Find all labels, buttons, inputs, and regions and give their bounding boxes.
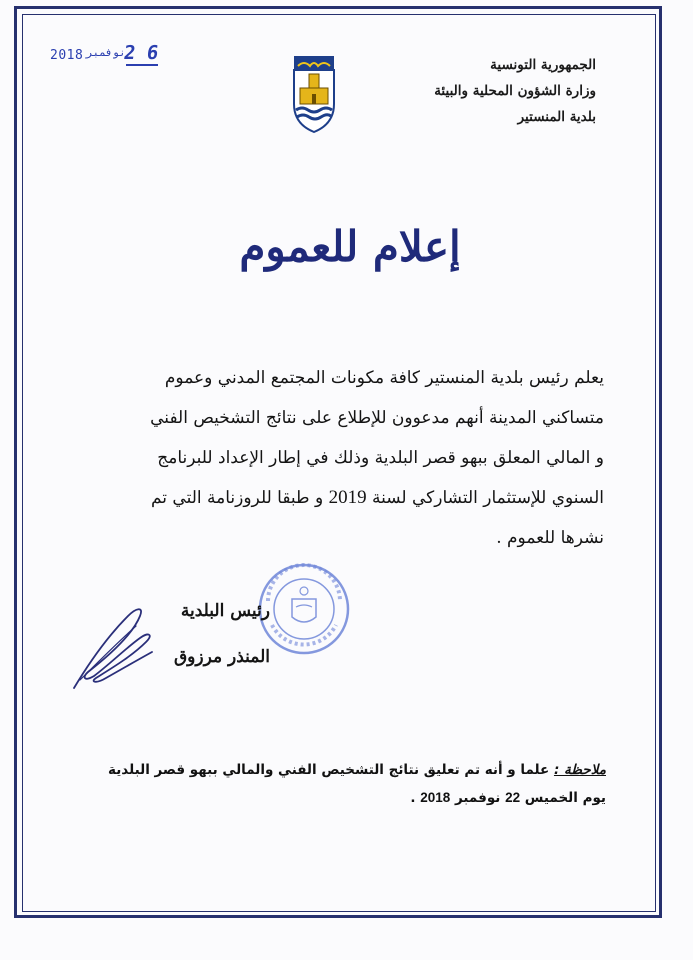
date-received-stamp [50, 42, 160, 72]
body-line: متساكني المدينة أنهم مدعوون للإطلاع على نتائج التشخيص الفني [150, 408, 604, 428]
body-line: يعلم رئيس بلدية المنستير كافة مكونات المجتمع المدني وعموم [164, 368, 604, 388]
stamp-year: 2018 [50, 48, 84, 63]
official-round-stamp-icon [256, 561, 352, 657]
note-day: 22 [505, 790, 521, 805]
body-line [84, 478, 604, 518]
note-month: نوفمبر [455, 790, 501, 806]
note-text: علما و أنه تم تعليق نتائج التشخيص الفني والمالي ببهو قصر البلدية [108, 762, 550, 778]
letterhead-municipality: بلدية المنستير [517, 109, 596, 125]
handwritten-signature [66, 598, 164, 698]
letterhead-ministry: وزارة الشؤون المحلية والبيئة [434, 83, 596, 99]
municipality-crest-icon [288, 52, 340, 134]
program-year: 2019 [328, 487, 367, 508]
note-label: ملاحظة : [553, 762, 606, 778]
stamp-day: 2 6 [122, 42, 160, 64]
letterhead [336, 52, 596, 130]
stamp-month: نوفمبر [86, 46, 126, 59]
body-line: و المالي المعلق ببهو قصر البلدية وذلك في إطار الإعداد للبرنامج [157, 448, 604, 468]
body-line: نشرها للعموم . [496, 528, 604, 548]
body-text-fragment: و طبقا للروزنامة التي تم [150, 488, 324, 508]
document-title: إعلام للعموم [239, 222, 461, 271]
announcement-body [84, 358, 604, 558]
letterhead-republic: الجمهورية التونسية [490, 57, 596, 73]
signatory-name: المنذر مرزوق [173, 647, 270, 667]
note-block [100, 756, 606, 812]
note-end: . [410, 790, 416, 806]
note-line [100, 784, 606, 812]
signatory-title: رئيس البلدية [180, 601, 270, 621]
note-text: يوم الخميس [524, 790, 606, 806]
note-year: 2018 [420, 790, 451, 805]
note-line [100, 756, 606, 784]
stamp-underline [126, 64, 158, 66]
body-text-fragment: السنوي للإستثمار التشاركي لسنة [372, 488, 604, 508]
